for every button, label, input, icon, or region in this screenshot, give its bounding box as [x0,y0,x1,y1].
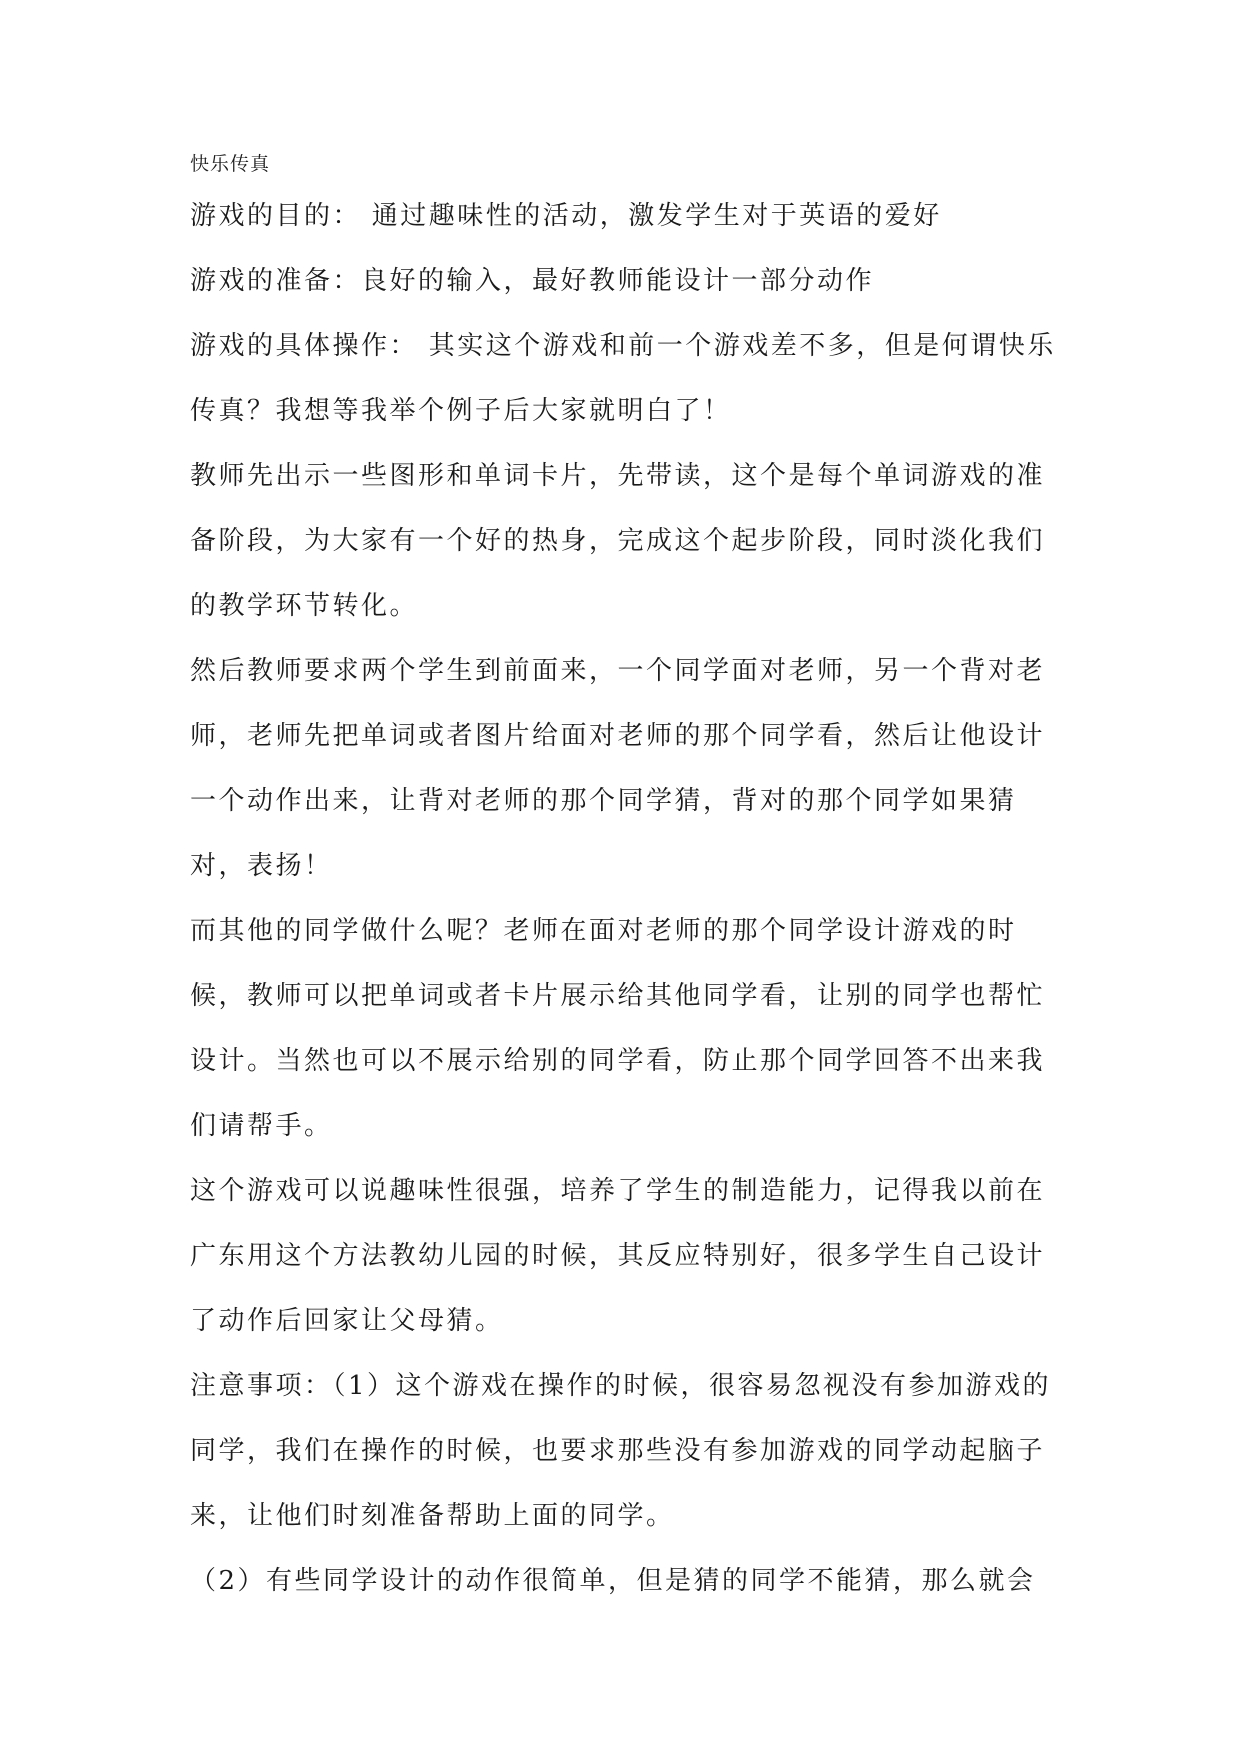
paragraph-procedure: 然后教师要求两个学生到前面来，一个同学面对老师，另一个背对老师，老师先把单词或者图片给面对老师的那个同学看，然后让他设计一个动作出来，让背对老师的那个同学猜，背对的那个同学如果猜对，表扬！ [190,656,1046,881]
paragraph-others: 而其他的同学做什么呢？老师在面对老师的那个同学设计游戏的时候，教师可以把单词或者卡片展示给其他同学看，让别的同学也帮忙设计。当然也可以不展示给别的同学看，防止那个同学回答不出来我们请帮手。 [190,916,1046,1141]
paragraph-notes: 注意事项：（1）这个游戏在操作的时候，很容易忽视没有参加游戏的同学，我们在操作的时候，也要求那些没有参加游戏的同学动起脑子来，让他们时刻准备帮助上面的同学。 [190,1371,1052,1531]
paragraph-preparation: 游戏的准备：良好的输入，最好教师能设计一部分动作 [190,266,875,296]
paragraph-warmup: 教师先出示一些图形和单词卡片，先带读，这个是每个单词游戏的准备阶段，为大家有一个好的热身，完成这个起步阶段，同时淡化我们的教学环节转化。 [190,461,1046,621]
paragraph-note-2: （2）有些同学设计的动作很简单，但是猜的同学不能猜，那么就会 [190,1566,1036,1596]
paragraph-goal: 游戏的目的： 通过趣味性的活动，激发学生对于英语的爱好 [190,201,942,231]
document-body [190,152,1070,1614]
document-title: 快乐传真 [190,153,271,175]
paragraph-experience: 这个游戏可以说趣味性很强，培养了学生的制造能力，记得我以前在广东用这个方法教幼儿园的时候，其反应特别好，很多学生自己设计了动作后回家让父母猜。 [190,1176,1046,1336]
paragraph-operation: 游戏的具体操作： 其实这个游戏和前一个游戏差不多，但是何谓快乐传真？我想等我举个例子后大家就明白了！ [190,331,1056,426]
